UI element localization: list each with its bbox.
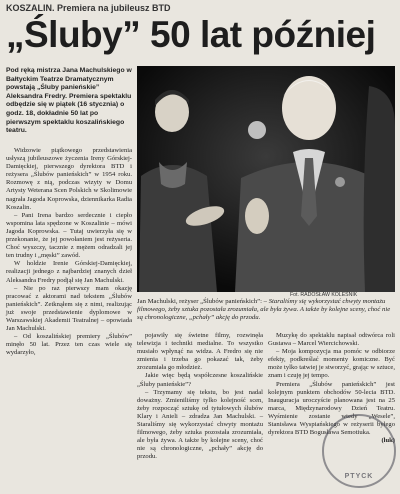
- article-lead: Pod ręką mistrza Jana Machulskiego w Bałtyckim Teatrze Dramatycznym powstają „Śluby panieńskie” Aleksandra Fredry. Premiera spektaklu odbędzie się w piątek (16 stycznia) o godz. 18, dokładnie 50 lat po pierwszym spektaklu koszalińskiego teatru.: [6, 67, 132, 135]
- paragraph: – Pani Irena bardzo serdecznie i ciepło wspomina lata spędzone w Koszalinie – mówi Jagoda Koprowska. – Tutaj uwierzyła się w przekonanie, że jej powołaniem jest reżyseria. Choć wyszczy, tacznie z mężem odradzali jej ten trudny i „męski” zawód.: [6, 211, 132, 260]
- paragraph: Muzykę do spektaklu napisał odtwórca roli Gustawa – Marcel Wiercichowski.: [268, 332, 395, 348]
- library-stamp: [322, 414, 396, 488]
- article-author: (luk): [381, 437, 395, 445]
- article-headline: „Śluby” 50 lat później: [6, 14, 376, 55]
- photo-credit: Fot. RADOSŁAW KOLEŚNIK: [290, 292, 358, 298]
- paragraph: W holdzie Irenie Górskiej-Damięckiej, realizacji jednego z najbardziej znanych dzieł Aleksandra Fredry podjął się Jan Machulski.: [6, 260, 132, 284]
- paragraph: – Nie po raz pierwszy mam okazję pracować z aktorami nad tekstem „Ślubów panieńskich”. Zetknąłem się z nimi, realizując już swoje przedstawienie dyplomowe w Warszawskiej Akademii Teatralnej – opowiada Jan Machulski.: [6, 284, 132, 333]
- paragraph: – Trzymamy się tekstu, bo jest nadal doważny. Zmieniliśmy tylko kolejność scen, żeby rozpocząć sztukę od tytułowych ślubów Klary i Anieli – zdradza Jan Machulski. – Staraliśmy się wykorzystać chwyty montażu filmowego, żeby sztuka pozostała zrozumiała, ale była żywa. A także by kolejne sceny, choć nie są chronologiczne, „pchały” akcję do przodu.: [137, 388, 263, 461]
- paragraph: – Od koszalińskiej premiery „Ślubów” minęło 50 lat. Przez ten czas wiele się wydarzyło,: [6, 333, 132, 357]
- section-kicker: KOSZALIN. Premiera na jubileusz BTD: [6, 3, 171, 13]
- photo-illustration: [137, 66, 395, 292]
- article-column-2: [137, 332, 263, 462]
- article-column-1: [6, 147, 132, 357]
- article-photo: [137, 66, 395, 292]
- paragraph: – Moja kompozycja ma pomóc w odbiorze efekty, podkreślać momenty komiczne. Być może tylko tatwiej je stworzyć, grając w sztuce, znam i czuję jej tempo.: [268, 348, 395, 380]
- paragraph: Widzowie piątkowego przedstawienia usłyszą jubileuszowe życzenia Ireny Górskiej-Damięckiej, pierwszego dyrektora BTD i reżysera „Ślubów panieńskich” w 1954 roku. Rozmowę z nią, podczas wizyty w Domu Artysty Weterana Scen Polskich w Skolimowie nagrała Jagoda Koprowska, dziennikarka Radia Koszalin.: [6, 147, 132, 211]
- paragraph: pojawiły się świetne filmy, rozwinęła telewizja i techniki medialne. To wszystko musiało wpłynąć na widza. A Fredro się nie zmienia i trzeba go pokazać tak, żeby zrozumiała go młodzież.: [137, 332, 263, 372]
- paragraph: Jakie więc będą współczesne koszalińskie „Śluby panieńskie”?: [137, 372, 263, 388]
- caption-quote: – Staraliśmy się wykorzystać chwyty montażu filmowego, żeby sztuka pozostała zrozumiała, ale była żywa. A także by kolejne sceny, choć nie są chronologiczne, „pchały” akcję do przodu.: [137, 298, 391, 321]
- stamp-text: PTYCK: [344, 473, 374, 480]
- paragraph: Premiera „Ślubów panieńskich” jest kolejnym punktem obchodów 50-lecia BTD. Inauguracja uroczyście planowana jest na 25 marca, Międzynarodowy Dzień Teatru. Wyśmienie zostanie wtedy „Wesele”, Stanisława Wyspiańskiego w reżyserii byłego dyrektora BTD Bogusława Semotiuka.: [268, 380, 395, 437]
- caption-names: Jan Machulski, reżyser „Ślubów panieńskich”:: [137, 298, 262, 305]
- photo-caption: [137, 298, 395, 322]
